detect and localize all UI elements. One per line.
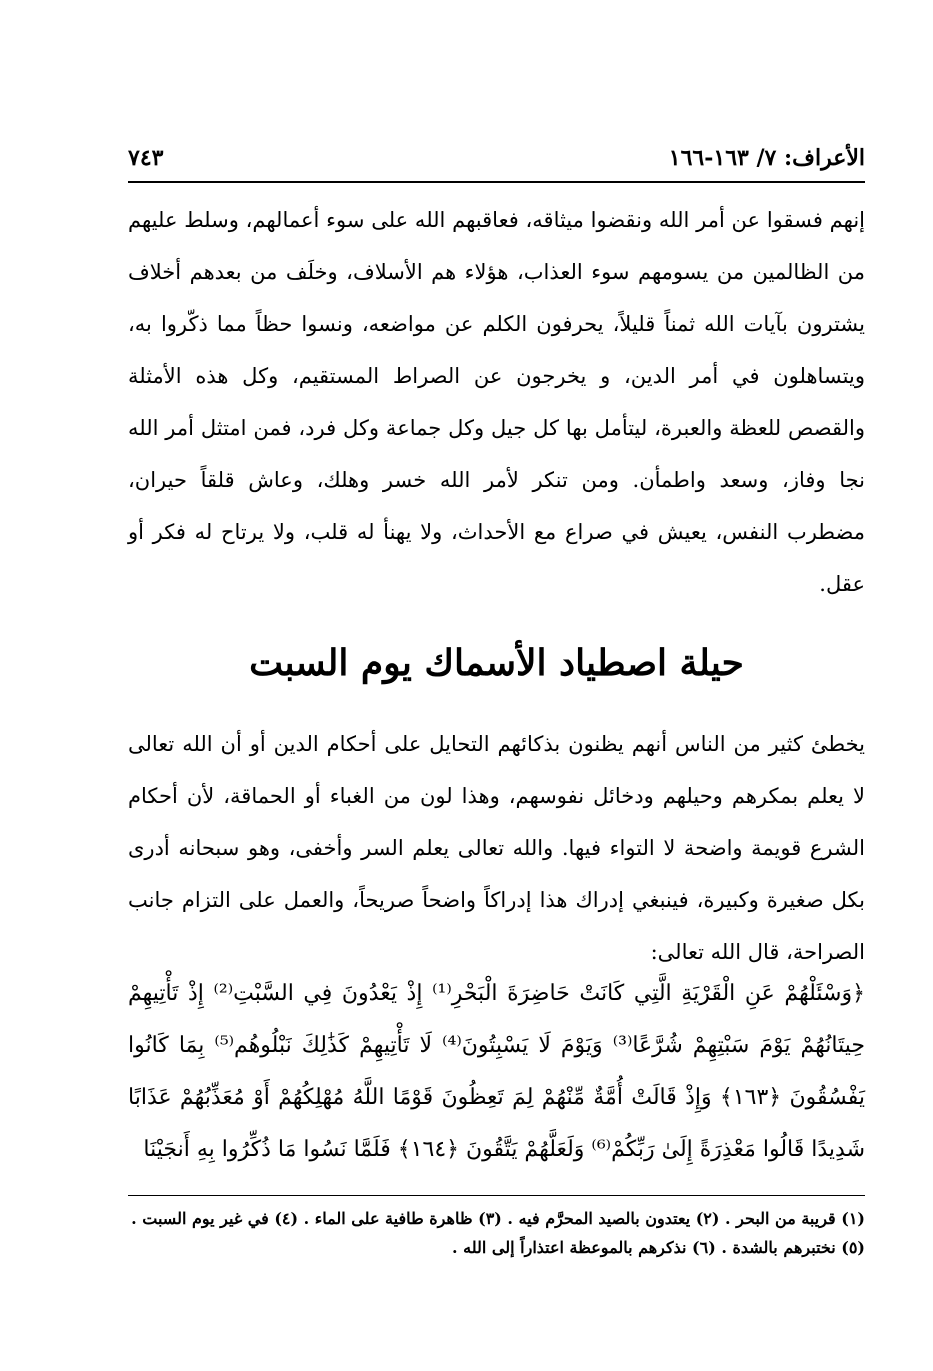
footnote-line: (٥) نختبرهم بالشدة . (٦) نذكرهم بالموعظة اعتذاراً إلى الله . <box>452 1238 865 1257</box>
footnote-divider <box>128 1195 865 1196</box>
body-paragraph-2: يخطئ كثير من الناس أنهم يظنون بذكائهم التحايل على أحكام الدين أو أن الله تعالى لا يعلم بمكرهم وحيلهم ودخائل نفوسهم، وهذا لون من الغباء أو الحماقة، لأن أحكام الشرع قويمة واضحة لا التواء فيها. والله تعالى يعلم السر وأخفى، وهو سبحانه أدرى بكل صغيرة وكبيرة، فينبغي إدراك هذا إدراكاً واضحاً صريحاً، والعمل على التزام جانب الصراحة، قال الله تعالى: <box>128 732 865 964</box>
footnote-line: (١) قريبة من البحر . (٢) يعتدون بالصيد المحرَّم فيه . (٣) ظاهرة طافية على الماء . (٤) في غير يوم السبت . <box>131 1209 865 1228</box>
page-header <box>128 138 865 178</box>
running-title: الأعراف: ٧/ ١٦٣-١٦٦ <box>668 145 865 171</box>
section-heading: حيلة اصطياد الأسماك يوم السبت <box>249 642 744 684</box>
page-number: ٧٤٣ <box>128 145 164 171</box>
footnotes <box>128 1204 865 1262</box>
quran-verse: ﴿وَسْئَلْهُمْ عَنِ الْقَرْيَةِ الَّتِي كَانَتْ حَاضِرَةَ الْبَحْرِ⁽¹⁾ إِذْ يَعْدُونَ فِي السَّبْتِ⁽²⁾ إِذْ تَأْتِيهِمْ حِيتَانُهُمْ يَوْمَ سَبْتِهِمْ شُرَّعًا⁽³⁾ وَيَوْمَ لَا يَسْبِتُونَ⁽⁴⁾ لَا تَأْتِيهِمْ كَذَٰلِكَ نَبْلُوهُم⁽⁵⁾ بِمَا كَانُوا يَفْسُقُونَ ﴿١٦٣﴾ وَإِذْ قَالَتْ أُمَّةٌ مِّنْهُمْ لِمَ تَعِظُونَ قَوْمًا اللَّهُ مُهْلِكُهُمْ أَوْ مُعَذِّبُهُمْ عَذَابًا شَدِيدًا قَالُوا مَعْذِرَةً إِلَىٰ رَبِّكُمْ⁽⁶⁾ وَلَعَلَّهُمْ يَتَّقُونَ ﴿١٦٤﴾ فَلَمَّا نَسُوا مَا ذُكِّرُوا بِهِ أَنجَيْنَا <box>128 981 866 1162</box>
header-divider <box>128 181 865 183</box>
body-paragraph-1: إنهم فسقوا عن أمر الله ونقضوا ميثاقه، فعاقبهم الله على سوء أعمالهم، وسلط عليهم من الظالمين من يسومهم سوء العذاب، هؤلاء هم الأسلاف، وخلَف من بعدهم أخلاف يشترون بآيات الله ثمناً قليلاً، يحرفون الكلم عن مواضعه، ونسوا حظاً مما ذكّروا به، ويتساهلون في أمر الدين، و يخرجون عن الصراط المستقيم، وكل هذه الأمثلة والقصص للعظة والعبرة، ليتأمل بها كل جيل وكل جماعة وكل فرد، فمن امتثل أمر الله نجا وفاز، وسعد واطمأن. ومن تنكر لأمر الله خسر وهلك، وعاش قلقاً حيران، مضطرب النفس، يعيش في صراع مع الأحداث، ولا يهنأ له قلب، ولا يرتاح له فكر أو عقل. <box>128 208 865 596</box>
